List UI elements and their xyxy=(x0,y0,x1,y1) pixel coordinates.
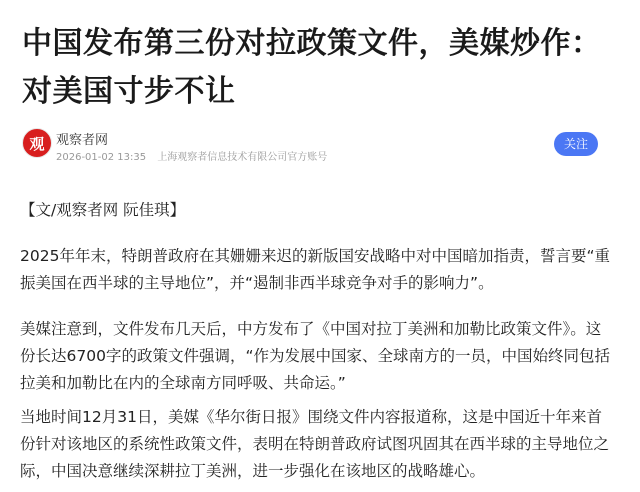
article-title: 中国发布第三份对拉政策文件，美媒炒作：对美国寸步不让 xyxy=(22,26,602,109)
article-paragraph: 2025年年末，特朗普政府在其姗姗来迟的新版国安战略中对中国暗加指责，誓言要“重振美国在西半球的主导地位”，并“遏制非西半球竞争对手的影响力”。 xyxy=(20,247,610,292)
article-paragraph: 当地时间12月31日，美媒《华尔街日报》围绕文件内容报道称，这是中国近十年来首份针对该地区的系统性政策文件，表明在特朗普政府试图巩固其在西半球的主导地位之际，中国决意继续深耕拉丁美洲，进一步强化在该地区的战略雄心。 xyxy=(20,408,610,480)
follow-button[interactable]: 关注 xyxy=(554,132,598,156)
publish-datetime: 2026-01-02 13:35 xyxy=(56,152,147,163)
article-paragraph: 美媒注意到，文件发布几天后，中方发布了《中国对拉丁美洲和加勒比政策文件》。这份长达6700字的政策文件强调，“作为发展中国家、全球南方的一员，中国始终同包括拉美和加勒比在内的全球南方同呼吸、共命运。” xyxy=(20,320,610,392)
account-description: 上海观察者信息技术有限公司官方账号 xyxy=(157,152,328,163)
avatar[interactable]: 观 xyxy=(22,128,52,158)
bottom-fade xyxy=(0,484,640,492)
article-byline: 【文/观察者网 阮佳琪】 xyxy=(20,201,186,219)
author-name[interactable]: 观察者网 xyxy=(56,133,109,148)
article-meta xyxy=(56,148,327,163)
author-bar xyxy=(22,128,622,168)
